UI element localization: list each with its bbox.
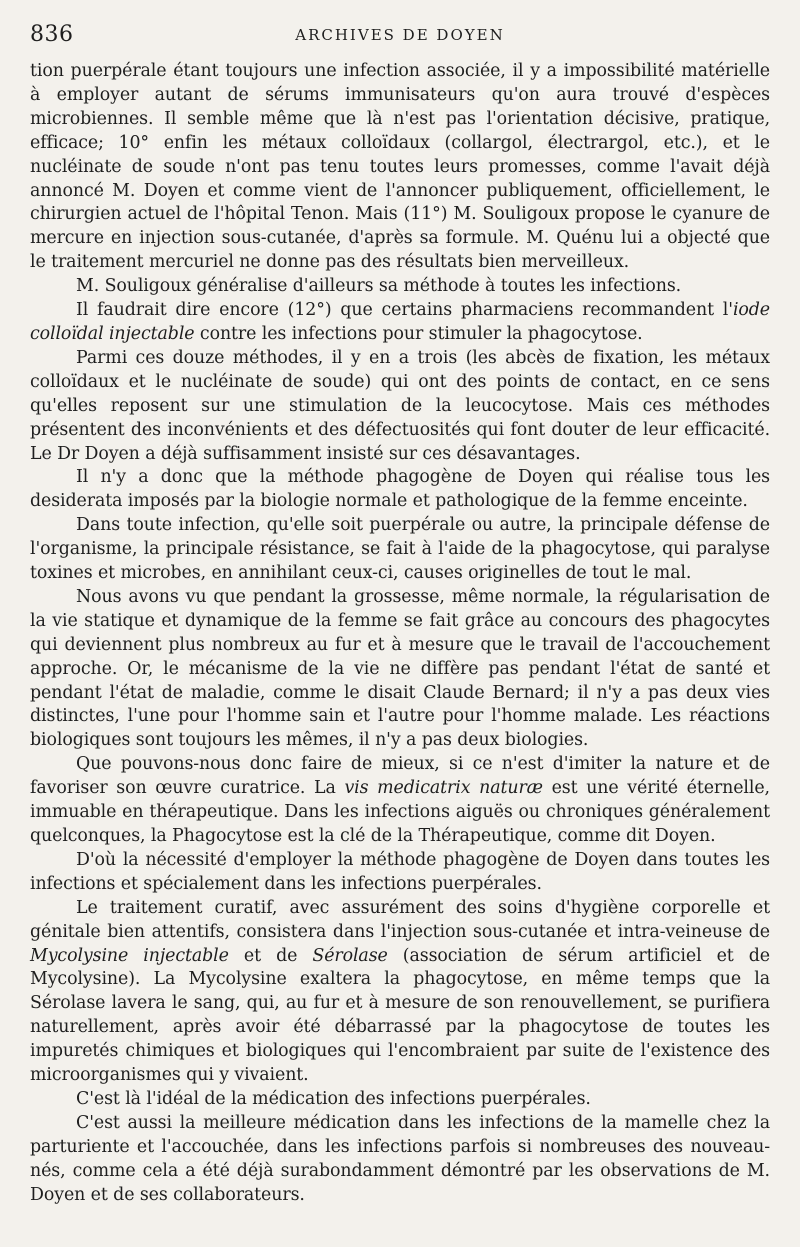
text-run: C'est là l'idéal de la médication des infections puerpérales. <box>76 1088 591 1109</box>
paragraph <box>30 1112 770 1208</box>
paragraph <box>30 586 770 753</box>
paragraph <box>30 60 770 275</box>
text-run: D'où la nécessité d'employer la méthode phagogène de Doyen dans toutes les infections et spécialement dans les infections puerpérales. <box>30 849 770 894</box>
running-head <box>30 22 770 56</box>
italic-text: Mycolysine injectable <box>30 945 229 966</box>
text-run: contre les infections pour stimuler la phagocytose. <box>194 323 643 344</box>
body-text <box>30 60 770 1208</box>
paragraph <box>30 514 770 586</box>
text-run: (association de sérum artificiel et de Mycolysine). La Mycolysine exaltera la phagocytose, en même temps que la Sérolase lavera le sang, qui, au fur et à mesure de son renouvellement, se purifiera naturellement, après avoir été débarrassé par la phagocytose de toutes les impuretés chimiques et biologiques qui l'encombraient par suite de l'existence des microorganismes qui y vivaient. <box>30 945 770 1086</box>
paragraph <box>30 849 770 897</box>
text-run: tion puerpérale étant toujours une infection associée, il y a impossibilité matérielle à employer autant de sérums immunisateurs qu'on aura trouvé d'espèces microbiennes. Il semble même que là n'est pas l'orientation décisive, pratique, efficace; 10° enfin les métaux colloïdaux (collargol, électrargol, etc.), et le nucléinate de soude n'ont pas tenu toutes leurs promesses, comme l'avait déjà annoncé M. Doyen et comme vient de l'annoncer publiquement, officiellement, le chirurgien actuel de l'hôpital Tenon. Mais (11°) M. Souligoux propose le cyanure de mercure en injection sous-cutanée, d'après sa formule. M. Quénu lui a objecté que le traitement mercuriel ne donne pas des résultats bien merveilleux. <box>30 61 770 273</box>
text-run: Il faudrait dire encore (12°) que certains pharmaciens recommandent l' <box>76 300 733 321</box>
paragraph <box>30 897 770 1088</box>
text-run: et de <box>228 945 313 966</box>
paragraph <box>30 347 770 467</box>
text-run: Il n'y a donc que la méthode phagogène de Doyen qui réalise tous les desiderata imposés par la biologie normale et pathologique de la femme enceinte. <box>30 467 770 512</box>
paragraph <box>30 1088 770 1112</box>
italic-text: vis medicatrix naturæ <box>344 778 543 799</box>
italic-text: iode colloïdal injectable <box>30 300 770 344</box>
text-run: Dans toute infection, qu'elle soit puerpérale ou autre, la principale défense de l'organisme, la principale résistance, se fait à l'aide de la phagocytose, qui paralyse toxines et microbes, en annihilant ceux-ci, causes originelles de tout le mal. <box>30 515 770 584</box>
italic-text: Sérolase <box>312 945 388 966</box>
text-run: Parmi ces douze méthodes, il y en a trois (les abcès de fixation, les métaux colloïdaux et le nucléinate de soude) qui ont des points de contact, en ce sens qu'elles reposent sur une stimulation de la leucocytose. Mais ces méthodes présentent des inconvénients et des défectuosités qui font douter de leur efficacité. Le Dr Doyen a déjà suffisamment insisté sur ces désavantages. <box>30 347 770 464</box>
text-run: Le traitement curatif, avec assurément des soins d'hygiène corporelle et génitale bien attentifs, consistera dans l'injection sous-cutanée et intra-veineuse de <box>30 897 770 942</box>
paragraph <box>30 466 770 514</box>
text-run: Nous avons vu que pendant la grossesse, même normale, la régularisation de la vie statique et dynamique de la femme se fait grâce au concours des phagocytes qui deviennent plus nombreux au fur et à mesure que le travail de l'accouchement approche. Or, le mécanisme de la vie ne diffère pas pendant l'état de santé et pendant l'état de maladie, comme le disait Claude Bernard; il n'y a pas deux vies distinctes, l'une pour l'homme sain et l'autre pour l'homme malade. Les réactions biologiques sont toujours les mêmes, il n'y a pas deux biologies. <box>30 586 770 751</box>
text-run: est une vérité éternelle, immuable en thérapeutique. Dans les infections aiguës ou chroniques généralement quelconques, la Phagocytose est la clé de la Thérapeutique, comme dit Doyen. <box>30 778 770 846</box>
page-number: 836 <box>30 22 74 47</box>
text-run: C'est aussi la meilleure médication dans les infections de la mamelle chez la parturiente et l'accouchée, dans les infections parfois si nombreuses des nouveau-nés, comme cela a été déjà surabondamment démontré par les observations de M. Doyen et de ses collaborateurs. <box>30 1112 770 1205</box>
paragraph <box>30 275 770 299</box>
text-run: M. Souligoux généralise d'ailleurs sa méthode à toutes les infections. <box>76 276 682 297</box>
journal-title: ARCHIVES DE DOYEN <box>295 26 505 44</box>
paragraph <box>30 299 770 347</box>
paragraph <box>30 753 770 849</box>
text-run: Que pouvons-nous donc faire de mieux, si ce n'est d'imiter la nature et de favoriser son œuvre curatrice. La <box>30 754 770 799</box>
